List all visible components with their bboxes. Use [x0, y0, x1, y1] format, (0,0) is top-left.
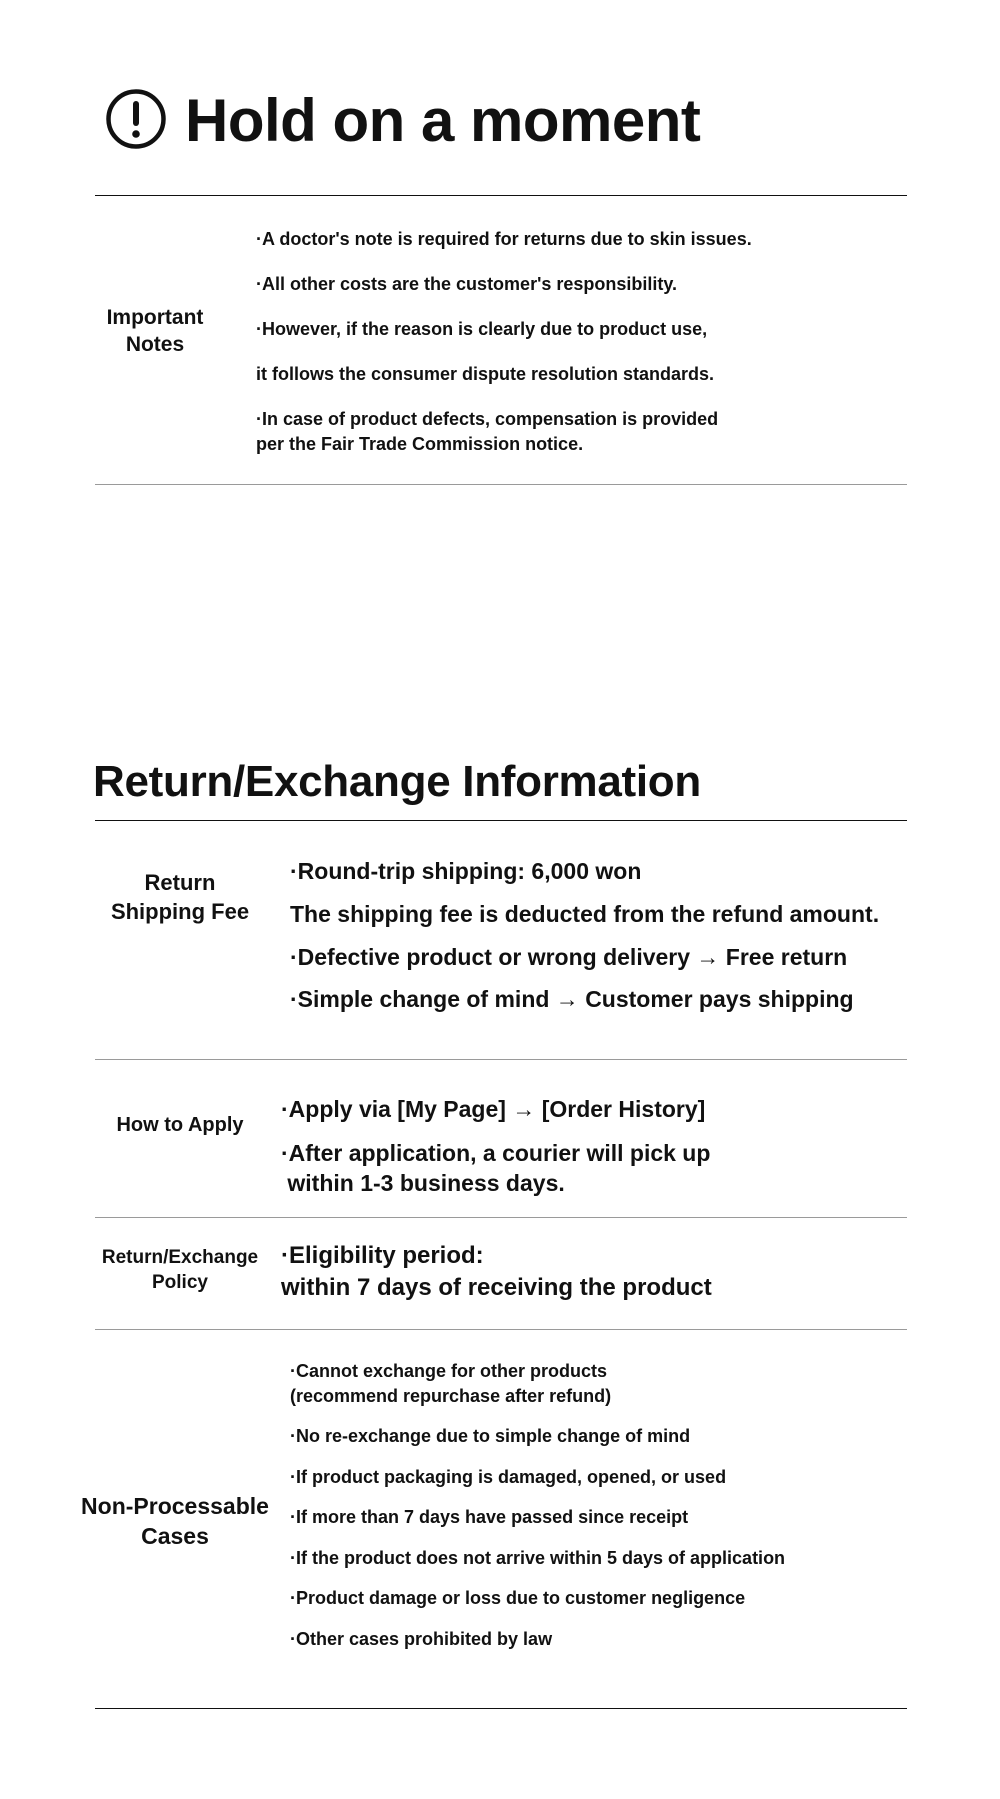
- return-exchange-policy-label: Return/Exchange Policy: [101, 1247, 259, 1293]
- return-shipping-fee-label: Return Shipping Fee: [110, 870, 250, 924]
- how-to-apply-line: ·Apply via [My Page] → [Order History]: [281, 1096, 706, 1122]
- policy-line: within 7 days of receiving the product: [281, 1274, 712, 1301]
- non-processable-line: ·If more than 7 days have passed since receipt: [290, 1507, 689, 1527]
- non-processable-line: (recommend repurchase after refund): [290, 1386, 612, 1406]
- how-to-apply-line: ·After application, a courier will pick up: [281, 1140, 711, 1166]
- notes-top-divider: [95, 195, 907, 196]
- return-bottom-divider: [95, 1708, 907, 1709]
- important-notes-label: Important Notes: [106, 306, 204, 357]
- shipping-fee-line: ·Defective product or wrong delivery → Free return: [290, 944, 848, 970]
- shipping-fee-line: ·Round-trip shipping: 6,000 won: [290, 858, 642, 884]
- note-line: per the Fair Trade Commission notice.: [256, 434, 584, 454]
- shipping-fee-line: The shipping fee is deducted from the refund amount.: [290, 901, 880, 927]
- return-exchange-title: Return/Exchange Information: [93, 757, 701, 806]
- non-processable-line: ·Other cases prohibited by law: [290, 1629, 553, 1649]
- shipping-fee-divider: [95, 1059, 907, 1060]
- how-to-apply-label: How to Apply: [116, 1114, 244, 1136]
- hold-title: Hold on a moment: [185, 87, 701, 154]
- non-processable-line: ·No re-exchange due to simple change of mind: [290, 1426, 691, 1446]
- note-line: ·However, if the reason is clearly due to product use,: [256, 319, 708, 339]
- non-processable-cases-label: Non-Processable Cases: [81, 1493, 269, 1549]
- note-line: it follows the consumer dispute resolution standards.: [256, 364, 715, 384]
- note-line: ·A doctor's note is required for returns due to skin issues.: [256, 229, 752, 249]
- how-to-apply-line: within 1-3 business days.: [281, 1170, 565, 1196]
- shipping-fee-line: ·Simple change of mind → Customer pays shipping: [290, 986, 854, 1012]
- how-to-apply-divider: [95, 1217, 907, 1218]
- return-top-divider: [95, 820, 907, 821]
- non-processable-line: ·If product packaging is damaged, opened, or used: [290, 1467, 727, 1487]
- non-processable-line: ·Cannot exchange for other products: [290, 1361, 608, 1381]
- policy-line: ·Eligibility period:: [281, 1242, 484, 1269]
- non-processable-line: ·Product damage or loss due to customer negligence: [290, 1588, 746, 1608]
- non-processable-line: ·If the product does not arrive within 5 days of application: [290, 1548, 786, 1568]
- note-line: ·In case of product defects, compensation is provided: [256, 409, 719, 429]
- notes-bottom-divider: [95, 484, 907, 485]
- note-line: ·All other costs are the customer's responsibility.: [256, 274, 678, 294]
- exclamation-circle-icon: [105, 88, 167, 150]
- policy-divider: [95, 1329, 907, 1330]
